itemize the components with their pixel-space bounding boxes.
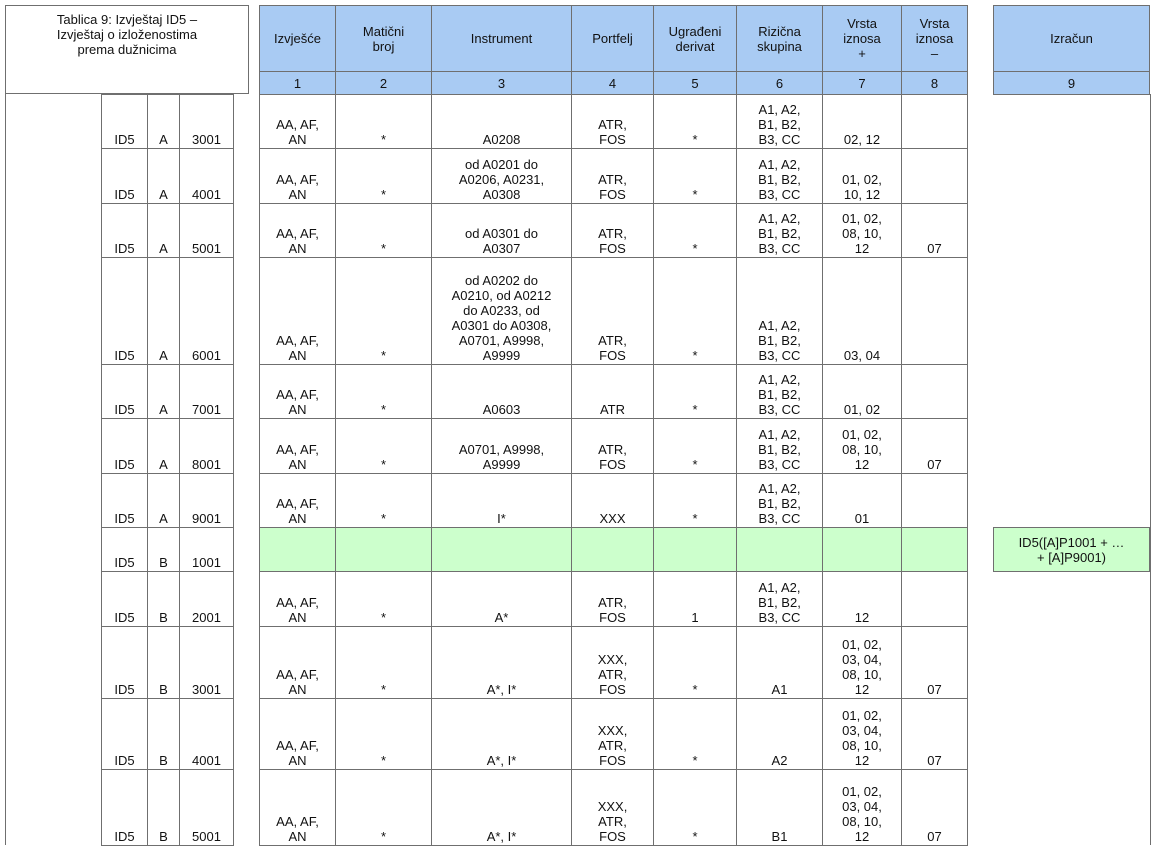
table-cell-col-2: * — [335, 203, 432, 258]
table-cell-col-3: od A0301 do A0307 — [431, 203, 572, 258]
table-cell-col-2: * — [335, 769, 432, 846]
row-code: 1001 — [179, 527, 234, 572]
table-cell-col-5: * — [653, 94, 737, 149]
table-cell-col-4: XXX, ATR, FOS — [571, 698, 654, 770]
table-cell-col-5: * — [653, 769, 737, 846]
row-report-id: ID5 — [101, 571, 148, 627]
table-cell-col-8: 07 — [901, 769, 968, 846]
table-cell-col-3 — [431, 527, 572, 572]
table-cell-col-1: AA, AF, AN — [259, 769, 336, 846]
table-cell-col-6: A1, A2, B1, B2, B3, CC — [736, 571, 823, 627]
table-cell-col-5 — [653, 527, 737, 572]
table-cell-col-8 — [901, 364, 968, 419]
table-cell-col-8 — [901, 571, 968, 627]
row-section: B — [147, 698, 180, 770]
calculation-cell: ID5([A]P1001 + … + [A]P9001) — [993, 527, 1150, 572]
table-cell-col-3: A0701, A9998, A9999 — [431, 418, 572, 474]
table-cell-col-5: * — [653, 364, 737, 419]
table-cell-col-5: * — [653, 148, 737, 204]
row-section: A — [147, 203, 180, 258]
table-cell-col-8: 07 — [901, 203, 968, 258]
table-cell-col-5: * — [653, 257, 737, 365]
table-cell-col-4: XXX, ATR, FOS — [571, 626, 654, 699]
table-cell-col-6: A1, A2, B1, B2, B3, CC — [736, 364, 823, 419]
row-code: 3001 — [179, 94, 234, 149]
table-cell-col-1: AA, AF, AN — [259, 257, 336, 365]
table-cell-col-5: * — [653, 203, 737, 258]
table-cell-col-2: * — [335, 571, 432, 627]
column-header-3: Instrument — [431, 5, 572, 72]
table-cell-col-6: A1, A2, B1, B2, B3, CC — [736, 418, 823, 474]
row-report-id: ID5 — [101, 94, 148, 149]
table-cell-col-1: AA, AF, AN — [259, 698, 336, 770]
row-code: 4001 — [179, 698, 234, 770]
table-cell-col-2: * — [335, 148, 432, 204]
table-cell-col-1: AA, AF, AN — [259, 418, 336, 474]
row-code: 7001 — [179, 364, 234, 419]
column-header-8: Vrsta iznosa – — [901, 5, 968, 72]
table-cell-col-4: ATR, FOS — [571, 94, 654, 149]
row-report-id: ID5 — [101, 257, 148, 365]
table-cell-col-8: 07 — [901, 626, 968, 699]
table-cell-col-1 — [259, 527, 336, 572]
table-cell-col-7: 01, 02, 08, 10, 12 — [822, 203, 902, 258]
table-cell-col-4: XXX — [571, 473, 654, 528]
table-cell-col-1: AA, AF, AN — [259, 473, 336, 528]
row-report-id: ID5 — [101, 527, 148, 572]
table-cell-col-5: 1 — [653, 571, 737, 627]
table-cell-col-3: A*, I* — [431, 769, 572, 846]
row-section: B — [147, 527, 180, 572]
table-cell-col-3: A0603 — [431, 364, 572, 419]
table-cell-col-6: A1, A2, B1, B2, B3, CC — [736, 148, 823, 204]
column-header-6: Rizična skupina — [736, 5, 823, 72]
table-cell-col-8: 07 — [901, 418, 968, 474]
column-header-1: Izvješće — [259, 5, 336, 72]
table-cell-col-2: * — [335, 473, 432, 528]
table-cell-col-6: B1 — [736, 769, 823, 846]
table-cell-col-1: AA, AF, AN — [259, 148, 336, 204]
row-code: 4001 — [179, 148, 234, 204]
table-cell-col-6: A1, A2, B1, B2, B3, CC — [736, 203, 823, 258]
table-cell-col-3: A*, I* — [431, 626, 572, 699]
row-section: A — [147, 257, 180, 365]
table-cell-col-5: * — [653, 698, 737, 770]
row-report-id: ID5 — [101, 148, 148, 204]
column-header-7: Vrsta iznosa + — [822, 5, 902, 72]
table-cell-col-6: A1 — [736, 626, 823, 699]
table-cell-col-8 — [901, 527, 968, 572]
row-report-id: ID5 — [101, 418, 148, 474]
column-number-8: 8 — [901, 71, 968, 95]
table-cell-col-5: * — [653, 418, 737, 474]
column-number-1: 1 — [259, 71, 336, 95]
row-report-id: ID5 — [101, 769, 148, 846]
row-report-id: ID5 — [101, 364, 148, 419]
table-cell-col-8 — [901, 148, 968, 204]
table-cell-col-6: A1, A2, B1, B2, B3, CC — [736, 473, 823, 528]
table-cell-col-6: A1, A2, B1, B2, B3, CC — [736, 94, 823, 149]
table-cell-col-1: AA, AF, AN — [259, 571, 336, 627]
row-report-id: ID5 — [101, 203, 148, 258]
table-cell-col-4: ATR, FOS — [571, 257, 654, 365]
table-title: Tablica 9: Izvještaj ID5 – Izvještaj o izloženostima prema dužnicima — [5, 5, 249, 94]
row-section: B — [147, 769, 180, 846]
row-report-id: ID5 — [101, 698, 148, 770]
column-number-3: 3 — [431, 71, 572, 95]
column-number-7: 7 — [822, 71, 902, 95]
table-cell-col-2 — [335, 527, 432, 572]
table-cell-col-7: 03, 04 — [822, 257, 902, 365]
table-cell-col-2: * — [335, 364, 432, 419]
table-cell-col-1: AA, AF, AN — [259, 626, 336, 699]
table-cell-col-1: AA, AF, AN — [259, 364, 336, 419]
table-cell-col-3: A* — [431, 571, 572, 627]
table-cell-col-3: A0208 — [431, 94, 572, 149]
table-cell-col-6: A2 — [736, 698, 823, 770]
row-report-id: ID5 — [101, 473, 148, 528]
row-code: 2001 — [179, 571, 234, 627]
column-header-2: Matični broj — [335, 5, 432, 72]
table-cell-col-8 — [901, 94, 968, 149]
row-section: B — [147, 571, 180, 627]
table-cell-col-4: ATR, FOS — [571, 203, 654, 258]
column-header-calc: Izračun — [993, 5, 1150, 72]
table-cell-col-8 — [901, 473, 968, 528]
table-cell-col-7: 02, 12 — [822, 94, 902, 149]
table-cell-col-4: ATR — [571, 364, 654, 419]
column-number-2: 2 — [335, 71, 432, 95]
row-section: A — [147, 364, 180, 419]
calc-right-border — [1150, 94, 1151, 845]
table-cell-col-4 — [571, 527, 654, 572]
table-cell-col-3: od A0201 do A0206, A0231, A0308 — [431, 148, 572, 204]
row-section: B — [147, 626, 180, 699]
row-section: A — [147, 418, 180, 474]
column-number-6: 6 — [736, 71, 823, 95]
row-section: A — [147, 148, 180, 204]
table-cell-col-4: XXX, ATR, FOS — [571, 769, 654, 846]
row-code: 5001 — [179, 769, 234, 846]
row-code: 3001 — [179, 626, 234, 699]
table-cell-col-5: * — [653, 473, 737, 528]
column-number-4: 4 — [571, 71, 654, 95]
row-report-id: ID5 — [101, 626, 148, 699]
table-cell-col-4: ATR, FOS — [571, 571, 654, 627]
table-cell-col-3: I* — [431, 473, 572, 528]
table-left-border — [5, 94, 6, 845]
table-cell-col-7: 01, 02, 03, 04, 08, 10, 12 — [822, 698, 902, 770]
column-header-5: Ugrađeni derivat — [653, 5, 737, 72]
table-cell-col-7: 01, 02, 03, 04, 08, 10, 12 — [822, 626, 902, 699]
table-cell-col-7: 01, 02, 10, 12 — [822, 148, 902, 204]
table-cell-col-7 — [822, 527, 902, 572]
table-cell-col-2: * — [335, 94, 432, 149]
table-cell-col-7: 01, 02 — [822, 364, 902, 419]
column-header-4: Portfelj — [571, 5, 654, 72]
table-cell-col-1: AA, AF, AN — [259, 94, 336, 149]
table-cell-col-3: od A0202 do A0210, od A0212 do A0233, od A0301 do A0308, A0701, A9998, A9999 — [431, 257, 572, 365]
table-cell-col-2: * — [335, 418, 432, 474]
table-cell-col-7: 12 — [822, 571, 902, 627]
table-cell-col-1: AA, AF, AN — [259, 203, 336, 258]
row-code: 8001 — [179, 418, 234, 474]
row-code: 9001 — [179, 473, 234, 528]
table-cell-col-2: * — [335, 626, 432, 699]
table-cell-col-5: * — [653, 626, 737, 699]
table-cell-col-6 — [736, 527, 823, 572]
row-section: A — [147, 473, 180, 528]
row-code: 6001 — [179, 257, 234, 365]
table-cell-col-3: A*, I* — [431, 698, 572, 770]
table-cell-col-7: 01, 02, 03, 04, 08, 10, 12 — [822, 769, 902, 846]
table-cell-col-2: * — [335, 698, 432, 770]
column-number-calc: 9 — [993, 71, 1150, 95]
table-cell-col-6: A1, A2, B1, B2, B3, CC — [736, 257, 823, 365]
table-cell-col-4: ATR, FOS — [571, 418, 654, 474]
row-section: A — [147, 94, 180, 149]
table-cell-col-7: 01, 02, 08, 10, 12 — [822, 418, 902, 474]
table-cell-col-7: 01 — [822, 473, 902, 528]
table-cell-col-8: 07 — [901, 698, 968, 770]
table-cell-col-4: ATR, FOS — [571, 148, 654, 204]
row-code: 5001 — [179, 203, 234, 258]
column-number-5: 5 — [653, 71, 737, 95]
table-cell-col-8 — [901, 257, 968, 365]
table-cell-col-2: * — [335, 257, 432, 365]
